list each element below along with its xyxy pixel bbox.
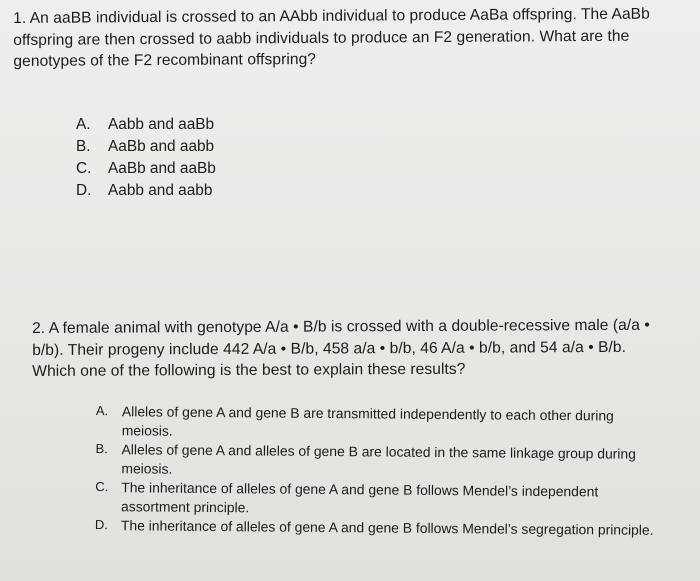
option-letter: D. (76, 182, 92, 199)
question-1-option-c (76, 158, 376, 180)
option-text: Alleles of gene A and alleles of gene B are located in the same linkage group during meiosis. (121, 441, 636, 477)
option-text: AaBb and aaBb (108, 160, 216, 177)
question-1-options (76, 114, 376, 202)
question-1-option-d (76, 180, 376, 202)
question-2-option-d (95, 516, 665, 539)
question-1-stem: 1. An aaBB individual is crossed to an AAbb individual to produce AaBa offspring. The AaBb offspring are then crossed to aabb individuals to produce an F2 generation. What are the genotypes of the F2 recombinant offspring? (13, 5, 650, 70)
option-letter: C. (95, 478, 109, 495)
option-text: AaBb and aabb (108, 138, 215, 155)
question-2-options (95, 402, 666, 540)
option-text: The inheritance of alleles of gene A and gene B follows Mendel’s independent assortment principle. (121, 479, 599, 515)
option-letter: B. (76, 138, 91, 155)
question-2-stem: 2. A female animal with genotype A/a • B/b is crossed with a double-recessive male (a/a • b/b). Their progeny include 442 A/a • B/b, 458 a/a • b/b, 46 A/a • b/b, and 54 a/a • B/b. Which one of the following is the best to explain these results? (32, 316, 650, 380)
option-letter: A. (76, 116, 91, 133)
option-text: Alleles of gene A and gene B are transmitted independently to each other during meiosis. (121, 403, 614, 439)
question-1-option-a (76, 114, 376, 136)
question-2-option-a (96, 402, 666, 444)
option-letter: B. (95, 440, 108, 457)
option-letter: C. (76, 160, 92, 177)
option-text: The inheritance of alleles of gene A and gene B follows Mendel’s segregation principle. (120, 517, 654, 538)
option-letter: A. (95, 402, 109, 419)
question-2-option-b (95, 440, 665, 482)
option-text: Aabb and aaBb (108, 116, 215, 133)
question-2-option-c (95, 478, 665, 520)
option-letter: D. (94, 516, 108, 533)
question-1-option-b (76, 136, 376, 158)
option-text: Aabb and aabb (108, 182, 213, 199)
